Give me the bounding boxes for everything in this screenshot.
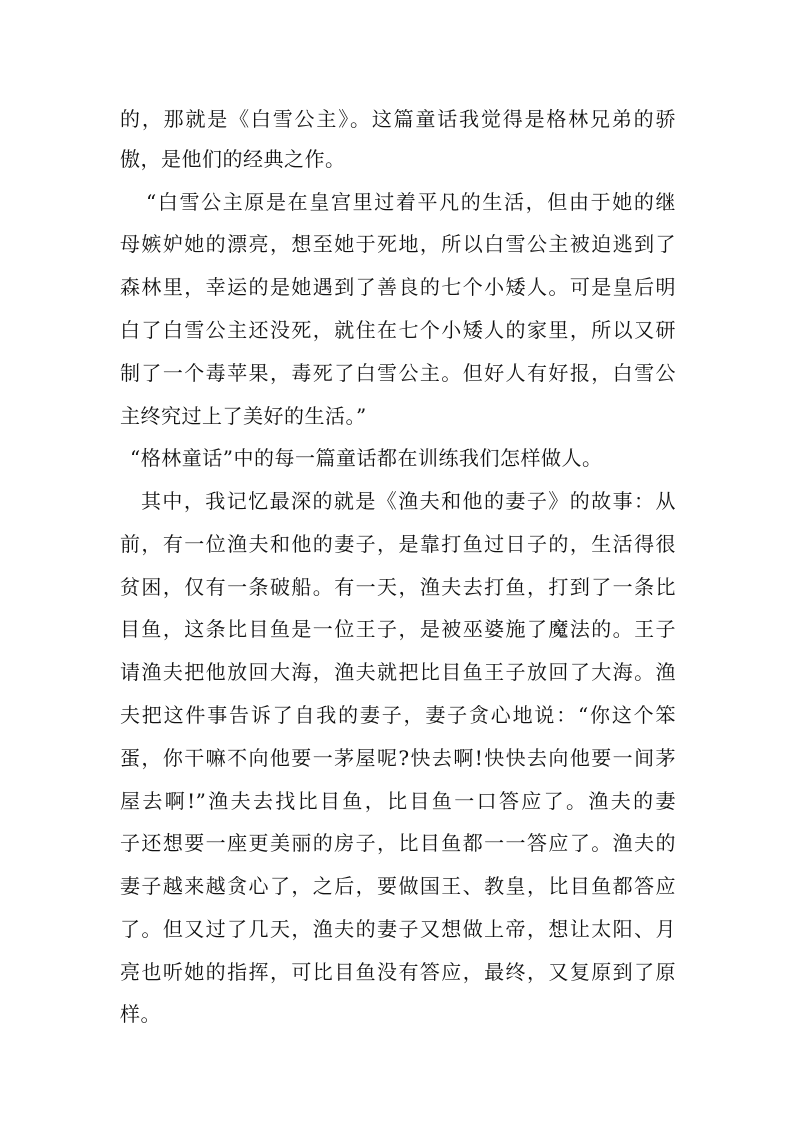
- text-line-21: 亮也听她的指挥，可比目鱼没有答应，最终，又复原到了原: [120, 960, 676, 984]
- text-line-14: 请渔夫把他放回大海，渔夫就把比目鱼王子放回了大海。渔: [120, 660, 676, 684]
- text-line-3: “白雪公主原是在皇宫里过着平凡的生活，但由于她的继: [146, 190, 676, 214]
- text-line-10: 其中，我记忆最深的就是《渔夫和他的妻子》的故事：从: [141, 489, 676, 513]
- text-line-1: 的，那就是《白雪公主》。这篇童话我觉得是格林兄弟的骄: [120, 107, 676, 131]
- text-line-9: “格林童话”中的每一篇童话都在训练我们怎样做人。: [130, 446, 603, 470]
- text-line-2: 傲，是他们的经典之作。: [120, 147, 346, 171]
- text-line-8: 主终究过上了美好的生活。”: [120, 404, 367, 428]
- text-line-4: 母嫉妒她的漂亮，想至她于死地，所以白雪公主被迫逃到了: [120, 232, 676, 256]
- text-line-22: 样。: [120, 1002, 161, 1026]
- text-line-20: 了。但又过了几天，渔夫的妻子又想做上帝，想让太阳、月: [120, 917, 676, 941]
- text-line-15: 夫把这件事告诉了自我的妻子，妻子贪心地说：“你这个笨: [120, 703, 676, 727]
- text-line-19: 妻子越来越贪心了，之后，要做国王、教皇，比目鱼都答应: [120, 874, 676, 898]
- text-line-13: 目鱼，这条比目鱼是一位王子，是被巫婆施了魔法的。王子: [120, 617, 676, 641]
- text-line-7: 制了一个毒苹果，毒死了白雪公主。但好人有好报，白雪公: [120, 361, 676, 385]
- text-line-18: 子还想要一座更美丽的房子，比目鱼都一一答应了。渔夫的: [120, 831, 676, 855]
- text-line-16: 蛋，你干嘛不向他要一茅屋呢?快去啊!快快去向他要一间茅: [120, 746, 676, 770]
- text-line-12: 贫困，仅有一条破船。有一天，渔夫去打鱼，打到了一条比: [120, 575, 676, 599]
- text-line-11: 前，有一位渔夫和他的妻子，是靠打鱼过日子的，生活得很: [120, 532, 676, 556]
- text-line-5: 森林里，幸运的是她遇到了善良的七个小矮人。可是皇后明: [120, 275, 676, 299]
- text-line-6: 白了白雪公主还没死，就住在七个小矮人的家里，所以又研: [120, 318, 676, 342]
- text-line-17: 屋去啊!”渔夫去找比目鱼，比目鱼一口答应了。渔夫的妻: [120, 789, 676, 813]
